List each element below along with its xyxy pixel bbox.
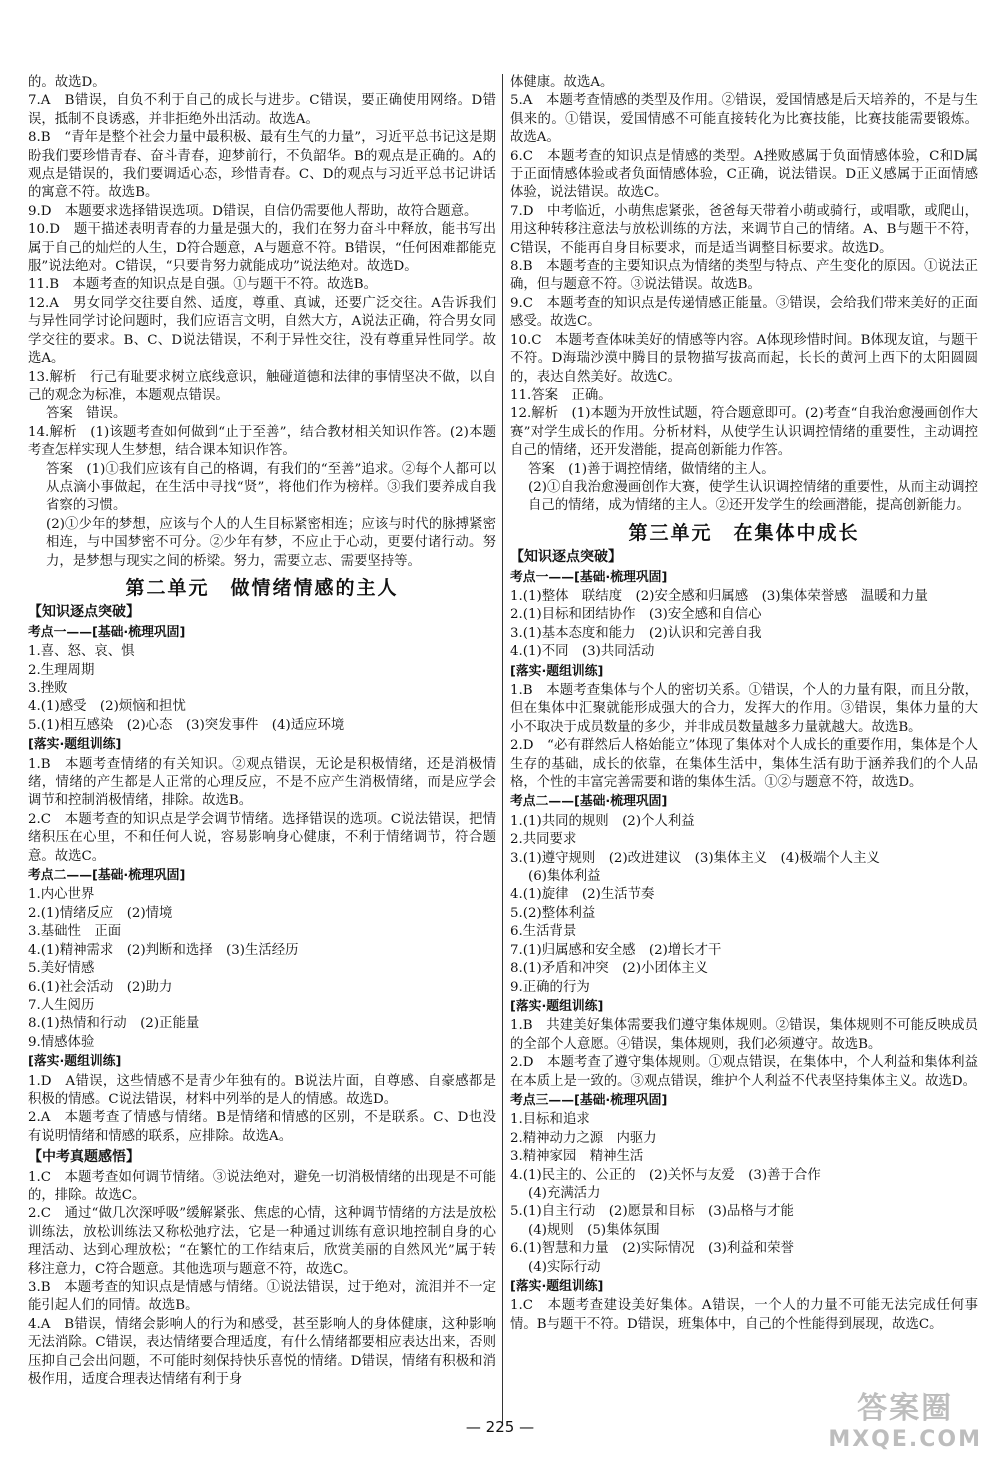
kaodian-heading: 考点二——[基础·梳理巩固] bbox=[28, 868, 186, 884]
list-item: (6)集体利益 bbox=[528, 869, 601, 885]
kaodian-heading: 考点一——[基础·梳理巩固] bbox=[28, 624, 186, 640]
list-item: 8.(1)矛盾和冲突 (2)小团体主义 bbox=[510, 961, 709, 977]
list-item: 4.(1)感受 (2)烦恼和担忧 bbox=[28, 699, 186, 715]
list-item: 1.(1)共同的规则 (2)个人利益 bbox=[510, 813, 695, 829]
list-item: 3.基础性 正面 bbox=[28, 924, 122, 940]
answer-line: 答案 (1)①我们应该有自己的格调，有我们的“至善”追求。②每个人都可以从点滴小事做起，在生活中寻找“贤”，将他们作为榜样。③我们要养成自我省察的习惯。 bbox=[46, 461, 496, 514]
list-item: 2.(1)情绪反应 (2)情境 bbox=[28, 905, 173, 921]
list-item: 1.(1)整体 联结度 (2)安全感和归属感 (3)集体荣誉感 温暖和力量 bbox=[510, 588, 928, 604]
drill-heading: [落实·题组训练] bbox=[28, 1054, 122, 1070]
list-item: (4)充满活力 bbox=[528, 1185, 601, 1201]
list-item: 5.美好情感 bbox=[28, 961, 95, 977]
answer-item: 1.D A错误，这些情感不是青少年独有的。B说法片面，自尊感、自豪感都是积极的情感。C说法错误，材料中列举的是人的情感。故选D。 bbox=[28, 1073, 496, 1107]
answer-item: 8.B “青年是整个社会力量中最积极、最有生气的力量”，习近平总书记这是期盼我们要珍惜青春、奋斗青春，迎梦前行，不负韶华。B的观点是正确的。A的观点是错误的，我们要调适心态，珍惜青春。C、D的观点与习近平总书记讲话的寓意不符。故选B。 bbox=[28, 130, 496, 201]
list-item: 4.(1)民主的、公正的 (2)关怀与友爱 (3)善于合作 bbox=[510, 1167, 821, 1183]
answer-item: 1.B 本题考查情绪的有关知识。②观点错误，无论是积极情绪，还是消极情绪，情绪的产生都是人正常的心理反应，不是不应产生消极情绪，而是应学会调节和控制消极情绪，排除。故选B。 bbox=[28, 756, 496, 809]
list-item: 2.生理周期 bbox=[28, 662, 95, 678]
answer-item: 9.C 本题考查的知识点是传递情感正能量。③错误，会给我们带来美好的正面感受。故选C。 bbox=[510, 295, 978, 330]
answer-item: 4.A B错误，情绪会影响人的行为和感受，甚至影响人的身体健康，这种影响无法消除。C错误，表达情绪要合理适度，有什么情绪都要相应表达出来，否则压抑自己会出问题，不可能时刻保持快乐喜悦的情绪。D错误，情绪有积极和消极作用，适度合理表达情绪有利于身 bbox=[28, 1316, 496, 1388]
answer-item: 11.答案 正确。 bbox=[510, 387, 612, 403]
answer-item: 2.C 通过“做几次深呼吸”缓解紧张、焦虑的心情，这种调节情绪的方法是放松训练法，放松训练法又称松弛疗法，它是一种通过训练有意识地控制自身的心理活动、达到心理放松；“在繁忙的工作结束后，欣赏美丽的自然风光”属于转移注意力，C符合题意。其他选项与题意不符，故选C。 bbox=[28, 1206, 496, 1277]
answer-item: 11.B 本题考查的知识点是自强。①与题干不符。故选B。 bbox=[28, 277, 377, 293]
answer-item: 1.C 本题考查如何调节情绪。③说法绝对，避免一切消极情绪的出现是不可能的，排除。故选C。 bbox=[28, 1169, 496, 1203]
right-column bbox=[510, 74, 978, 1334]
watermark-logo bbox=[828, 1383, 982, 1452]
unit-title: 第二单元 做情绪情感的主人 bbox=[125, 576, 399, 599]
answer-line: (2)①少年的梦想，应该与个人的人生目标紧密相连；应该与时代的脉搏紧密相连，与中国梦密不可分。②少年有梦，不应止于心动，更要付诸行动。努力，是梦想与现实之间的桥梁。努力，需要立志、需要坚持等。 bbox=[46, 516, 496, 569]
section-heading: 【中考真题感悟】 bbox=[28, 1149, 140, 1166]
answer-line: 答案 (1)善于调控情绪，做情绪的主人。 bbox=[528, 461, 775, 477]
list-item: 2.精神动力之源 内驱力 bbox=[510, 1130, 657, 1146]
answer-item: 2.D “必有群然后人格始能立”体现了集体对个人成长的重要作用，集体是个人生存的基础，成长的依靠，在集体生活中，集体生活有助于涵养我们的个人品格，个性的丰富完善需要和谐的集体生活。①②与题意不符，故选D。 bbox=[510, 738, 978, 791]
list-item: 5.(1)自主行动 (2)愿景和目标 (3)品格与才能 bbox=[510, 1204, 794, 1220]
answer-item: 1.C 本题考查建设美好集体。A错误，一个人的力量不可能无法完成任何事情。B与题干不符。D错误，班集体中，自己的个性能得到展现，故选C。 bbox=[510, 1298, 978, 1332]
page-number: — 225 — bbox=[465, 1418, 535, 1436]
answer-item: 1.B 本题考查集体与个人的密切关系。①错误，个人的力量有限，而且分散，但在集体中汇聚就能形成强大的合力，发挥大的作用。③错误，集体力量的大小不取决于成员数量的多少，并非成员数量越多力量就越大。故选B。 bbox=[510, 683, 978, 735]
answer-item: 12.解析 (1)本题为开放性试题，符合题意即可。(2)考查“自我治愈漫画创作大赛”对学生成长的作用。分析材料，从使学生认识调控情绪的重要性，主动调控自己的情绪，还开发潜能，提高创新能力作答。 bbox=[510, 406, 978, 459]
list-item: 6.生活背景 bbox=[510, 924, 577, 940]
column-divider bbox=[502, 74, 503, 1424]
answer-item: 1.B 共建美好集体需要我们遵守集体规则。②错误，集体规则不可能反映成员的全部个人意愿。④错误，集体规则，我们必须遵守。故选B。 bbox=[510, 1018, 978, 1052]
list-item: 2.(1)目标和团结协作 (3)安全感和自信心 bbox=[510, 607, 762, 623]
list-item: 8.(1)热情和行动 (2)正能量 bbox=[28, 1016, 200, 1032]
watermark-bottom: MXQE.COM bbox=[828, 1427, 982, 1452]
answer-item: 2.A 本题考查了情感与情绪。B是情绪和情感的区别，不是联系。C、D也没有说明情绪和情感的联系，应排除。故选A。 bbox=[28, 1110, 496, 1144]
kaodian-heading: 考点二——[基础·梳理巩固] bbox=[510, 794, 668, 810]
list-item: 1.目标和追求 bbox=[510, 1112, 590, 1128]
kaodian-heading: 考点一——[基础·梳理巩固] bbox=[510, 569, 668, 585]
watermark-top: 答案圈 bbox=[857, 1391, 954, 1426]
list-item: 5.(2)整体利益 bbox=[510, 905, 596, 921]
answer-item: 9.D 本题要求选择错误选项。D错误，自信仍需要他人帮助，故符合题意。 bbox=[28, 203, 478, 219]
unit-title: 第三单元 在集体中成长 bbox=[628, 521, 860, 544]
list-item: 5.(1)相互感染 (2)心态 (3)突发事件 (4)适应环境 bbox=[28, 717, 345, 733]
answer-item: 3.B 本题考查的知识点是情感与情绪。①说法错误，过于绝对，流泪并不一定能引起人们的同情。故选B。 bbox=[28, 1280, 496, 1314]
drill-heading: [落实·题组训练] bbox=[510, 1279, 604, 1294]
answer-item: 7.D 中考临近，小萌焦虑紧张，爸爸每天带着小萌或骑行，或唱歌，或爬山，用这种转移注意法与放松训练的方法，来调节自己的情绪。A、B与题干不符，C错误，不能再自身目标要求，而是适当调整目标要求。故选D。 bbox=[510, 203, 978, 256]
list-item: 2.共同要求 bbox=[510, 832, 577, 848]
answer-item: 12.A 男女同学交往要自然、适度，尊重、真诚，还要广泛交往。A告诉我们与异性同学讨论问题时，我们应语言文明，自然大方，A说法正确，符合男女同学交往的要求。B、C、D说法错误，不利于异性交往，没有尊重异性同学。故选A。 bbox=[28, 295, 496, 367]
list-item: 7.(1)归属感和安全感 (2)增长才干 bbox=[510, 942, 722, 958]
answer-item: 14.解析 (1)该题考查如何做到“止于至善”，结合教材相关知识作答。(2)本题考查怎样实现人生梦想，结合课本知识作答。 bbox=[28, 424, 496, 459]
drill-heading: [落实·题组训练] bbox=[510, 998, 604, 1014]
list-item: 6.(1)智慧和力量 (2)实际情况 (3)利益和荣誉 bbox=[510, 1241, 794, 1257]
answer-item: 2.C 本题考查的知识点是学会调节情绪。选择错误的选项。C说法错误，把情绪积压在心里，不和任何人说，容易影响身心健康，不利于情绪调节，符合题意。故选C。 bbox=[28, 811, 496, 864]
list-item: 3.(1)遵守规则 (2)改进建议 (3)集体主义 (4)极端个人主义 bbox=[510, 850, 880, 866]
section-heading: 【知识逐点突破】 bbox=[28, 604, 140, 621]
kaodian-heading: 考点三——[基础·梳理巩固] bbox=[510, 1092, 668, 1108]
answer-item: 10.D 题干描述表明青春的力量是强大的，我们在努力奋斗中释放，能书写出属于自己的灿烂的人生，D符合题意，A与题意不符。B错误，“任何困难都能克服”说法绝对。C错误，“只要肯努力就能成功”说法绝对。故选D。 bbox=[28, 222, 496, 275]
answer-line: 答案 错误。 bbox=[46, 406, 127, 422]
answer-item: 体健康。故选A。 bbox=[510, 75, 614, 90]
answer-item: 8.B 本题考查的主要知识点为情绪的类型与特点、产生变化的原因。①说法正确，但与题意不符。③说法错误。故选B。 bbox=[510, 259, 978, 293]
list-item: 4.(1)不同 (3)共同活动 bbox=[510, 644, 655, 660]
drill-heading: [落实·题组训练] bbox=[28, 737, 122, 753]
list-item: 1.内心世界 bbox=[28, 887, 95, 903]
answer-item: 10.C 本题考查体味美好的情感等内容。A体现珍惜时间。B体现友谊，与题干不符。D海瑞沙漠中腾目的景物描写拔高而起，长长的黄河上西下的太阳圆圆的，表达自然美好。故选C。 bbox=[510, 332, 978, 385]
list-item: 3.挫败 bbox=[28, 681, 68, 696]
list-item: 1.喜、怒、哀、惧 bbox=[28, 644, 135, 660]
list-item: 3.精神家园 精神生活 bbox=[510, 1149, 644, 1165]
answer-item: 13.解析 行己有耻要求树立底线意识，触碰道德和法律的事情坚决不做，以自己的观念为标准，本题观点错误。 bbox=[28, 369, 496, 403]
answer-item: 的。故选D。 bbox=[28, 75, 106, 90]
section-heading: 【知识逐点突破】 bbox=[510, 549, 622, 566]
answer-item: 2.D 本题考查了遵守集体规则。①观点错误，在集体中，个人利益和集体利益在本质上是一致的。③观点错误，维护个人利益不代表坚持集体主义。故选D。 bbox=[510, 1055, 978, 1089]
answer-item: 6.C 本题考查的知识点是情感的类型。A挫败感属于负面情感体验，C和D属于正面情感体验或者负面情感体验，C正确，说法错误。D正义感属于正面情感体验，说法错误。故选C。 bbox=[510, 148, 978, 201]
drill-heading: [落实·题组训练] bbox=[510, 663, 604, 679]
list-item: 7.人生阅历 bbox=[28, 997, 95, 1013]
list-item: (4)实际行动 bbox=[528, 1259, 601, 1275]
answer-item: 7.A B错误，自负不利于自己的成长与进步。C错误，要正确使用网络。D错误，抵制不良诱惑，并非拒绝外出活动。故选A。 bbox=[28, 93, 496, 127]
list-item: 9.情感体验 bbox=[28, 1034, 95, 1050]
left-column bbox=[28, 74, 496, 1389]
answer-item: 5.A 本题考查情感的类型及作用。②错误，爱国情感是后天培养的，不是与生俱来的。①错误，爱国情感不可能直接转化为比赛技能，比赛技能需要锻炼。故选A。 bbox=[510, 93, 978, 146]
list-item: (4)规则 (5)集体氛围 bbox=[528, 1222, 660, 1238]
answer-line: (2)①自我治愈漫画创作大赛，使学生认识调控情绪的重要性，从而主动调控自己的情绪，成为情绪的主人。②还开发学生的绘画潜能，提高创新能力。 bbox=[528, 479, 978, 514]
list-item: 4.(1)旋律 (2)生活节奏 bbox=[510, 887, 655, 903]
list-item: 3.(1)基本态度和能力 (2)认识和完善自我 bbox=[510, 625, 762, 641]
list-item: 6.(1)社会活动 (2)助力 bbox=[28, 979, 173, 995]
list-item: 4.(1)精神需求 (2)判断和选择 (3)生活经历 bbox=[28, 942, 299, 958]
page-number-value: 225 bbox=[485, 1418, 515, 1436]
list-item: 9.正确的行为 bbox=[510, 979, 590, 995]
